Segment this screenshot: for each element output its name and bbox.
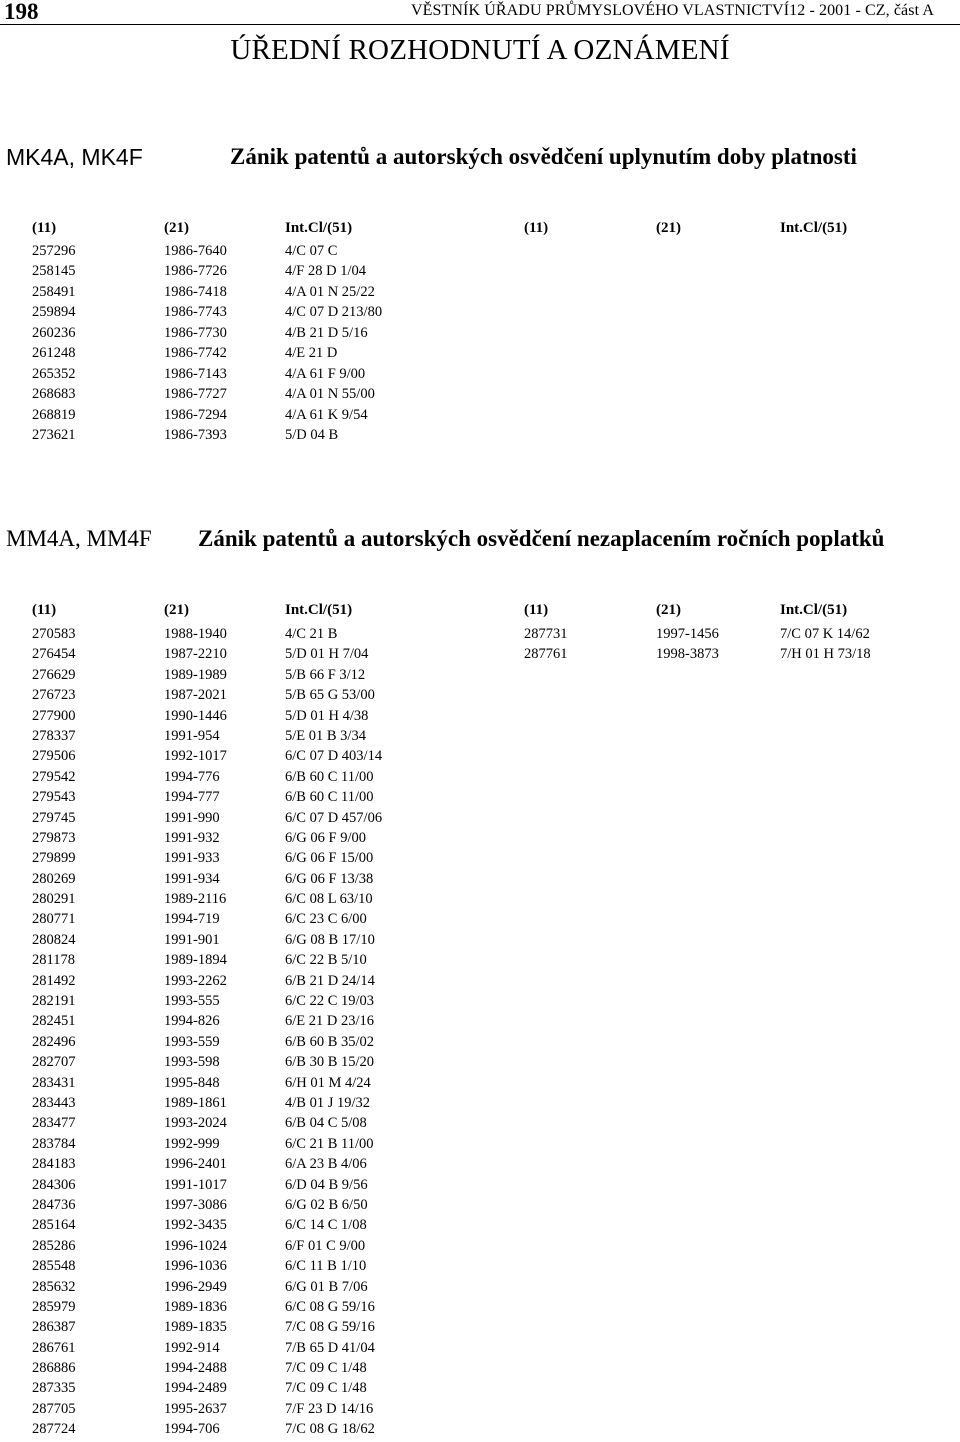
int-class: 4/C 21 B	[285, 626, 338, 642]
patent-number: 279745	[32, 809, 76, 826]
table-row	[0, 850, 960, 870]
application-number: 1994-2489	[164, 1380, 227, 1397]
int-class: 6/C 07 D 457/06	[285, 809, 383, 826]
table-row	[0, 667, 960, 687]
col-header-21-right: (21)	[656, 220, 681, 236]
section2-code: MM4A, MM4F	[6, 526, 152, 551]
patent-number: 286886	[32, 1360, 76, 1377]
table-row	[0, 1156, 960, 1176]
patent-number: 286387	[32, 1319, 76, 1336]
patent-number: 279542	[32, 768, 76, 785]
patent-number: 280824	[32, 931, 76, 948]
application-number: 1996-1036	[164, 1258, 227, 1275]
col-header-11-right: (11)	[524, 602, 549, 618]
table-row	[0, 1034, 960, 1054]
table-row	[0, 626, 960, 646]
table-row	[0, 284, 960, 304]
col-header-51-right: Int.Cl/(51)	[780, 220, 848, 236]
patent-number: 283443	[32, 1094, 76, 1111]
page-number: 198	[4, 0, 39, 24]
int-class: 4/B 01 J 19/32	[285, 1094, 370, 1111]
table-row	[0, 973, 960, 993]
int-class: 7/C 08 G 18/62	[285, 1421, 375, 1438]
patent-number: 287335	[32, 1380, 76, 1397]
table-row	[0, 1421, 960, 1441]
patent-number: 285632	[32, 1278, 76, 1295]
int-class: 6/G 01 B 7/06	[285, 1278, 368, 1295]
table-row	[0, 1279, 960, 1299]
int-class: 4/C 07 C	[285, 243, 338, 259]
application-number: 1986-7742	[164, 345, 227, 362]
application-number: 1991-932	[164, 829, 220, 846]
int-class: 6/C 21 B 11/00	[285, 1135, 374, 1152]
table-row	[0, 993, 960, 1013]
table-row	[0, 1013, 960, 1033]
section1-title: Zánik patentů a autorských osvědčení uplynutím doby platnosti	[230, 144, 857, 169]
patent-number: 281178	[32, 952, 75, 969]
col-header-21: (21)	[164, 220, 189, 236]
table-row	[0, 325, 960, 345]
application-number: 1993-2024	[164, 1115, 227, 1132]
col-header-21-right: (21)	[656, 602, 681, 618]
application-number: 1989-1836	[164, 1298, 227, 1315]
int-class: 7/C 07 K 14/62	[780, 626, 870, 642]
int-class: 4/A 61 K 9/54	[285, 406, 368, 423]
patent-number: 285548	[32, 1258, 76, 1275]
application-number: 1993-555	[164, 993, 220, 1010]
int-class: 4/A 01 N 55/00	[285, 386, 375, 403]
application-number: 1986-7640	[164, 243, 227, 259]
application-number: 1988-1940	[164, 626, 227, 642]
main-title: ÚŘEDNÍ ROZHODNUTÍ A OZNÁMENÍ	[230, 34, 730, 66]
int-class: 6/G 06 F 9/00	[285, 829, 366, 846]
patent-number: 268683	[32, 386, 76, 403]
int-class: 6/C 23 C 6/00	[285, 911, 367, 928]
table-row	[0, 1340, 960, 1360]
table-row	[0, 1115, 960, 1135]
patent-number: 283431	[32, 1074, 76, 1091]
application-number: 1995-848	[164, 1074, 220, 1091]
patent-number: 258491	[32, 283, 76, 300]
col-header-51: Int.Cl/(51)	[285, 602, 353, 618]
patent-number: 261248	[32, 345, 76, 362]
table-row	[0, 1197, 960, 1217]
int-class: 5/B 65 G 53/00	[285, 687, 375, 704]
int-class: 6/B 60 C 11/00	[285, 789, 374, 806]
table-row	[0, 1258, 960, 1278]
int-class: 5/E 01 B 3/34	[285, 727, 366, 744]
application-number: 1994-777	[164, 789, 220, 806]
application-number: 1992-914	[164, 1339, 220, 1356]
patent-number: 281492	[32, 972, 76, 989]
application-number: 1991-934	[164, 870, 220, 887]
application-number: 1989-1835	[164, 1319, 227, 1336]
table-row	[0, 1054, 960, 1074]
col-header-11-right: (11)	[524, 220, 549, 236]
table-row	[0, 708, 960, 728]
patent-number: 270583	[32, 626, 76, 642]
patent-number: 283784	[32, 1135, 76, 1152]
application-number: 1992-999	[164, 1135, 220, 1152]
table-row	[0, 1380, 960, 1400]
int-class: 6/B 04 C 5/08	[285, 1115, 367, 1132]
int-class: 6/B 60 C 11/00	[285, 768, 374, 785]
application-number: 1998-3873	[656, 646, 719, 663]
table-row	[0, 830, 960, 850]
application-number: 1989-2116	[164, 891, 227, 908]
int-class: 4/F 28 D 1/04	[285, 263, 366, 280]
int-class: 4/E 21 D	[285, 345, 338, 362]
patent-number: 280771	[32, 911, 76, 928]
application-number: 1990-1446	[164, 707, 227, 724]
patent-number: 278337	[32, 727, 76, 744]
table-row	[0, 1217, 960, 1237]
application-number: 1987-2021	[164, 687, 227, 704]
int-class: 6/C 11 B 1/10	[285, 1258, 367, 1275]
section1-code: MK4A, MK4F	[6, 144, 143, 170]
application-number: 1993-598	[164, 1054, 220, 1071]
table-row	[0, 952, 960, 972]
table-row	[0, 345, 960, 365]
col-header-21: (21)	[164, 602, 189, 618]
application-number: 1996-1024	[164, 1237, 227, 1254]
table-row	[0, 1238, 960, 1258]
application-number: 1989-1894	[164, 952, 227, 969]
section1-table	[0, 243, 960, 447]
table-row	[0, 366, 960, 386]
int-class: 7/H 01 H 73/18	[780, 646, 871, 663]
int-class: 6/H 01 M 4/24	[285, 1074, 371, 1091]
table-row	[0, 1075, 960, 1095]
int-class: 6/G 06 F 13/38	[285, 870, 374, 887]
int-class: 6/G 08 B 17/10	[285, 931, 375, 948]
table-row	[0, 1299, 960, 1319]
patent-number: 259894	[32, 304, 76, 321]
int-class: 5/B 66 F 3/12	[285, 666, 366, 683]
patent-number: 285979	[32, 1298, 76, 1315]
patent-number: 287705	[32, 1400, 76, 1417]
application-number: 1989-1989	[164, 666, 227, 683]
int-class: 5/D 04 B	[285, 426, 339, 443]
int-class: 4/B 21 D 5/16	[285, 324, 368, 341]
table-row	[0, 386, 960, 406]
table-row	[0, 891, 960, 911]
application-number: 1986-7294	[164, 406, 227, 423]
table-row	[0, 871, 960, 891]
table-row	[0, 810, 960, 830]
table-row	[0, 407, 960, 427]
application-number: 1994-719	[164, 911, 220, 928]
patent-number: 279899	[32, 850, 76, 867]
patent-number: 287761	[524, 646, 568, 663]
int-class: 6/E 21 D 23/16	[285, 1013, 375, 1030]
int-class: 4/A 61 F 9/00	[285, 365, 366, 382]
col-header-11: (11)	[32, 602, 57, 618]
col-header-51-right: Int.Cl/(51)	[780, 602, 848, 618]
application-number: 1994-706	[164, 1421, 220, 1438]
table-row	[0, 911, 960, 931]
table-row	[0, 748, 960, 768]
int-class: 6/C 14 C 1/08	[285, 1217, 367, 1234]
table-row	[0, 1095, 960, 1115]
application-number: 1986-7418	[164, 283, 227, 300]
patent-number: 279873	[32, 829, 76, 846]
patent-number: 273621	[32, 426, 76, 443]
int-class: 4/C 07 D 213/80	[285, 304, 383, 321]
application-number: 1992-1017	[164, 748, 227, 765]
patent-number: 282191	[32, 993, 76, 1010]
patent-number: 286761	[32, 1339, 76, 1356]
table-row	[0, 646, 960, 666]
table-row	[0, 427, 960, 447]
application-number: 1994-776	[164, 768, 220, 785]
int-class: 6/C 07 D 403/14	[285, 748, 383, 765]
int-class: 5/D 01 H 4/38	[285, 707, 369, 724]
patent-number: 287724	[32, 1421, 76, 1438]
page-header	[0, 0, 960, 24]
application-number: 1995-2637	[164, 1400, 227, 1417]
table-row	[0, 687, 960, 707]
application-number: 1996-2401	[164, 1156, 227, 1173]
patent-number: 280269	[32, 870, 76, 887]
int-class: 6/G 06 F 15/00	[285, 850, 374, 867]
int-class: 6/C 08 L 63/10	[285, 891, 373, 908]
patent-number: 279506	[32, 748, 76, 765]
table-row	[0, 243, 960, 263]
int-class: 6/B 60 B 35/02	[285, 1033, 375, 1050]
table-row	[0, 263, 960, 283]
section2-table	[0, 626, 960, 1442]
table-row	[0, 1319, 960, 1339]
application-number: 1991-1017	[164, 1176, 227, 1193]
int-class: 6/A 23 B 4/06	[285, 1156, 367, 1173]
int-class: 6/D 04 B 9/56	[285, 1176, 368, 1193]
table-row	[0, 1177, 960, 1197]
patent-number: 282451	[32, 1013, 76, 1030]
patent-number: 265352	[32, 365, 76, 382]
int-class: 6/F 01 C 9/00	[285, 1237, 366, 1254]
header-rule	[0, 24, 960, 25]
int-class: 6/B 21 D 24/14	[285, 972, 375, 989]
patent-number: 283477	[32, 1115, 76, 1132]
application-number: 1994-2488	[164, 1360, 227, 1377]
patent-number: 260236	[32, 324, 76, 341]
table-row	[0, 769, 960, 789]
patent-number: 276723	[32, 687, 76, 704]
application-number: 1991-990	[164, 809, 220, 826]
application-number: 1993-2262	[164, 972, 227, 989]
int-class: 5/D 01 H 7/04	[285, 646, 369, 663]
patent-number: 268819	[32, 406, 76, 423]
patent-number: 258145	[32, 263, 76, 280]
patent-number: 257296	[32, 243, 76, 259]
application-number: 1997-3086	[164, 1196, 227, 1213]
application-number: 1994-826	[164, 1013, 220, 1030]
patent-number: 279543	[32, 789, 76, 806]
table-row	[0, 1401, 960, 1421]
section2-title: Zánik patentů a autorských osvědčení nezaplacením ročních poplatků	[198, 526, 885, 551]
application-number: 1987-2210	[164, 646, 227, 663]
int-class: 6/C 22 C 19/03	[285, 993, 375, 1010]
int-class: 6/C 22 B 5/10	[285, 952, 367, 969]
application-number: 1986-7143	[164, 365, 227, 382]
patent-number: 276629	[32, 666, 76, 683]
application-number: 1992-3435	[164, 1217, 227, 1234]
table-row	[0, 1136, 960, 1156]
application-number: 1997-1456	[656, 626, 719, 642]
col-header-51: Int.Cl/(51)	[285, 220, 353, 236]
application-number: 1986-7730	[164, 324, 227, 341]
col-header-11: (11)	[32, 220, 57, 236]
int-class: 6/G 02 B 6/50	[285, 1196, 368, 1213]
int-class: 4/A 01 N 25/22	[285, 283, 375, 300]
application-number: 1991-933	[164, 850, 220, 867]
int-class: 7/C 08 G 59/16	[285, 1319, 375, 1336]
table-row	[0, 789, 960, 809]
patent-number: 287731	[524, 626, 568, 642]
patent-number: 284183	[32, 1156, 76, 1173]
patent-number: 282707	[32, 1054, 76, 1071]
application-number: 1991-954	[164, 727, 220, 744]
application-number: 1996-2949	[164, 1278, 227, 1295]
patent-number: 285286	[32, 1237, 76, 1254]
table-row	[0, 1360, 960, 1380]
table-row	[0, 304, 960, 324]
table-row	[0, 932, 960, 952]
int-class: 7/C 09 C 1/48	[285, 1380, 367, 1397]
patent-number: 276454	[32, 646, 76, 663]
patent-number: 284306	[32, 1176, 76, 1193]
application-number: 1986-7727	[164, 386, 227, 403]
int-class: 6/C 08 G 59/16	[285, 1298, 375, 1315]
application-number: 1991-901	[164, 931, 220, 948]
patent-number: 277900	[32, 707, 76, 724]
patent-number: 280291	[32, 891, 76, 908]
application-number: 1986-7743	[164, 304, 227, 321]
journal-title: VĚSTNÍK ÚŘADU PRŮMYSLOVÉHO VLASTNICTVÍ12 - 2001 - CZ, část A	[410, 2, 934, 19]
application-number: 1989-1861	[164, 1094, 227, 1111]
int-class: 7/F 23 D 14/16	[285, 1400, 374, 1417]
application-number: 1986-7393	[164, 426, 227, 443]
int-class: 7/B 65 D 41/04	[285, 1339, 375, 1356]
table-row	[0, 728, 960, 748]
patent-number: 285164	[32, 1217, 76, 1234]
int-class: 6/B 30 B 15/20	[285, 1054, 375, 1071]
patent-number: 282496	[32, 1033, 76, 1050]
application-number: 1986-7726	[164, 263, 227, 280]
application-number: 1993-559	[164, 1033, 220, 1050]
patent-number: 284736	[32, 1196, 76, 1213]
int-class: 7/C 09 C 1/48	[285, 1360, 367, 1377]
